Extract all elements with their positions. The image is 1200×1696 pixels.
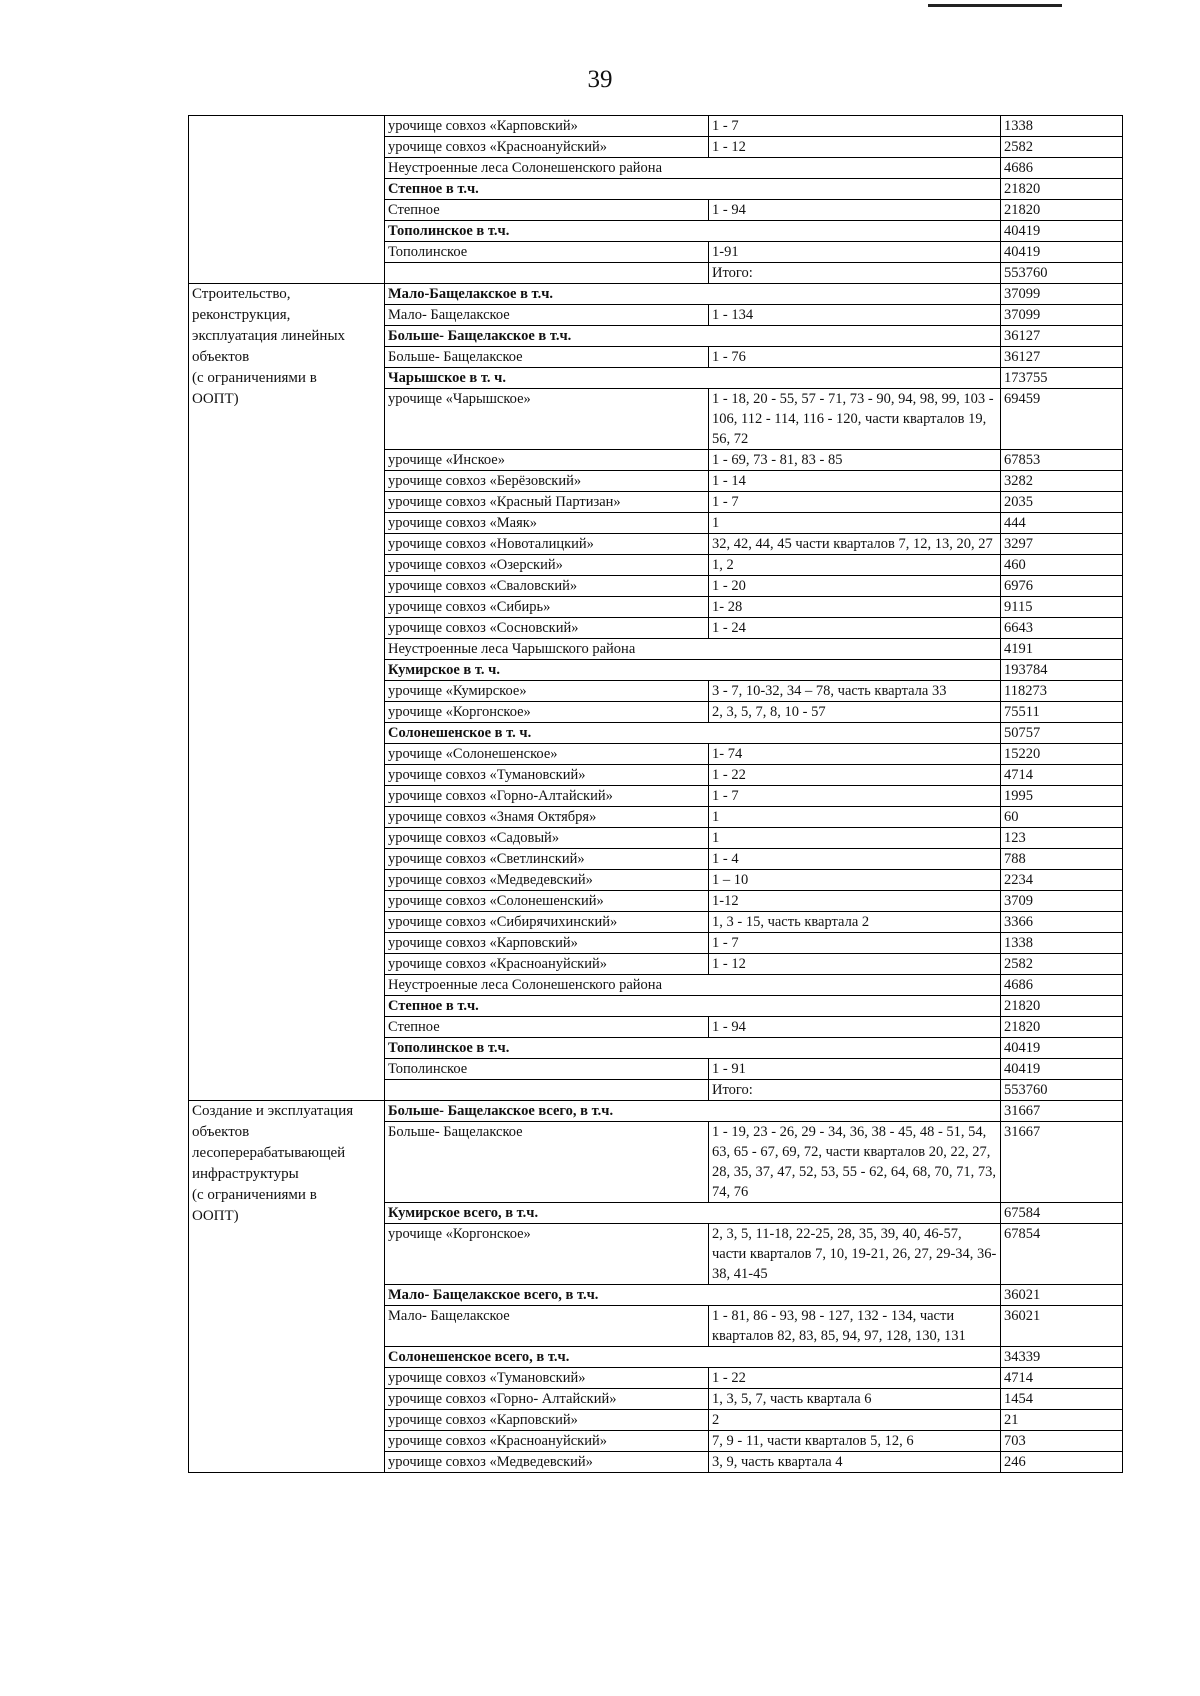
quarters-cell: 1 (709, 807, 1001, 828)
area-cell: 75511 (1001, 702, 1123, 723)
forest-name-cell: урочище «Инское» (385, 450, 709, 471)
forest-name-cell: Неустроенные леса Солонешенского района (385, 975, 1001, 996)
area-cell: 118273 (1001, 681, 1123, 702)
area-cell: 553760 (1001, 263, 1123, 284)
area-cell: 460 (1001, 555, 1123, 576)
area-cell: 37099 (1001, 305, 1123, 326)
forest-name-cell: Неустроенные леса Солонешенского района (385, 158, 1001, 179)
area-cell: 1995 (1001, 786, 1123, 807)
quarters-cell: 1 - 7 (709, 116, 1001, 137)
purpose-line: реконструкция, (192, 307, 291, 323)
forest-name-cell: урочище совхоз «Садовый» (385, 828, 709, 849)
forest-name-cell: урочище совхоз «Знамя Октября» (385, 807, 709, 828)
area-cell: 6643 (1001, 618, 1123, 639)
quarters-cell: 3, 9, часть квартала 4 (709, 1452, 1001, 1473)
area-cell: 1338 (1001, 116, 1123, 137)
quarters-cell: 1 - 12 (709, 954, 1001, 975)
area-cell: 1454 (1001, 1389, 1123, 1410)
forest-name-cell: Мало-Бащелакское в т.ч. (385, 284, 1001, 305)
purpose-line: (с ограничениями в (192, 370, 317, 386)
quarters-cell: 1 - 7 (709, 492, 1001, 513)
area-cell: 31667 (1001, 1122, 1123, 1203)
area-cell: 2234 (1001, 870, 1123, 891)
area-cell: 6976 (1001, 576, 1123, 597)
area-cell: 9115 (1001, 597, 1123, 618)
area-cell: 40419 (1001, 1038, 1123, 1059)
area-cell: 703 (1001, 1431, 1123, 1452)
quarters-cell: Итого: (709, 263, 1001, 284)
quarters-cell: 1, 3, 5, 7, часть квартала 6 (709, 1389, 1001, 1410)
forest-name-cell: Чарышское в т. ч. (385, 368, 1001, 389)
forest-name-cell: урочище совхоз «Карповский» (385, 1410, 709, 1431)
area-cell: 34339 (1001, 1347, 1123, 1368)
area-cell: 50757 (1001, 723, 1123, 744)
area-cell: 67854 (1001, 1224, 1123, 1285)
forest-name-cell: урочище совхоз «Сосновский» (385, 618, 709, 639)
forest-name-cell: Солонешенское в т. ч. (385, 723, 1001, 744)
area-cell: 553760 (1001, 1080, 1123, 1101)
area-cell: 4686 (1001, 975, 1123, 996)
area-cell: 15220 (1001, 744, 1123, 765)
table-row (189, 1101, 1123, 1122)
quarters-cell: 1 - 19, 23 - 26, 29 - 34, 36, 38 - 45, 48 - 51, 54, 63, 65 - 67, 69, 72, части кварталов 20, 22, 27, 28, 35, 37, 47, 52, 53, 55 - 62, 64, 68, 70, 71, 73, 74, 76 (709, 1122, 1001, 1203)
quarters-cell: 1 - 7 (709, 786, 1001, 807)
quarters-cell: 2, 3, 5, 7, 8, 10 - 57 (709, 702, 1001, 723)
area-cell: 67853 (1001, 450, 1123, 471)
forest-name-cell: урочище «Чарышское» (385, 389, 709, 450)
area-cell: 2035 (1001, 492, 1123, 513)
quarters-cell: 1 - 22 (709, 1368, 1001, 1389)
scan-mark (928, 0, 1062, 7)
purpose-line: ООПТ) (192, 1208, 239, 1224)
forest-name-cell: Неустроенные леса Чарышского района (385, 639, 1001, 660)
area-cell: 60 (1001, 807, 1123, 828)
forest-name-cell: урочище совхоз «Медведевский» (385, 1452, 709, 1473)
purpose-line: эксплуатация линейных (192, 328, 346, 344)
forest-name-cell: урочище совхоз «Новоталицкий» (385, 534, 709, 555)
purpose-cell (189, 1101, 385, 1473)
forest-name-cell: урочище совхоз «Светлинский» (385, 849, 709, 870)
forest-name-cell: Мало- Бащелакское всего, в т.ч. (385, 1285, 1001, 1306)
quarters-cell: 7, 9 - 11, части кварталов 5, 12, 6 (709, 1431, 1001, 1452)
quarters-cell: 1 - 14 (709, 471, 1001, 492)
area-cell: 21820 (1001, 1017, 1123, 1038)
purpose-cell (189, 284, 385, 1101)
area-cell: 21820 (1001, 200, 1123, 221)
forest-name-cell: урочище совхоз «Красноануйский» (385, 1431, 709, 1452)
quarters-cell: 1 - 18, 20 - 55, 57 - 71, 73 - 90, 94, 98, 99, 103 - 106, 112 - 114, 116 - 120, части кварталов 19, 56, 72 (709, 389, 1001, 450)
forest-name-cell: урочище совхоз «Сибирь» (385, 597, 709, 618)
quarters-cell: 1 - 94 (709, 1017, 1001, 1038)
purpose-cell (189, 116, 385, 284)
area-cell: 21820 (1001, 179, 1123, 200)
forest-name-cell: урочище «Солонешенское» (385, 744, 709, 765)
area-cell: 36127 (1001, 347, 1123, 368)
quarters-cell: 1 - 24 (709, 618, 1001, 639)
quarters-cell: 1-91 (709, 242, 1001, 263)
area-cell: 40419 (1001, 242, 1123, 263)
forest-name-cell: Степное в т.ч. (385, 179, 1001, 200)
forest-name-cell: урочище совхоз «Горно- Алтайский» (385, 1389, 709, 1410)
quarters-cell: 1 - 69, 73 - 81, 83 - 85 (709, 450, 1001, 471)
forest-name-cell: урочище совхоз «Красноануйский» (385, 954, 709, 975)
forest-name-cell: Больше- Бащелакское в т.ч. (385, 326, 1001, 347)
area-cell: 36127 (1001, 326, 1123, 347)
area-cell: 246 (1001, 1452, 1123, 1473)
purpose-line: Строительство, (192, 286, 291, 302)
forest-name-cell: урочище совхоз «Красный Партизан» (385, 492, 709, 513)
purpose-line: инфраструктуры (192, 1166, 299, 1182)
forest-name-cell: Степное в т.ч. (385, 996, 1001, 1017)
area-cell: 444 (1001, 513, 1123, 534)
forest-name-cell: урочище совхоз «Сваловский» (385, 576, 709, 597)
area-cell: 4714 (1001, 1368, 1123, 1389)
forest-name-cell: Кумирское всего, в т.ч. (385, 1203, 1001, 1224)
forest-name-cell: урочище совхоз «Карповский» (385, 933, 709, 954)
quarters-cell: 1 (709, 828, 1001, 849)
table-row (189, 284, 1123, 305)
quarters-cell: 2, 3, 5, 11-18, 22-25, 28, 35, 39, 40, 46-57, части кварталов 7, 10, 19-21, 26, 27, 29-34, 36-38, 41-45 (709, 1224, 1001, 1285)
forest-name-cell: урочище совхоз «Тумановский» (385, 1368, 709, 1389)
area-cell: 2582 (1001, 954, 1123, 975)
area-cell: 1338 (1001, 933, 1123, 954)
forest-name-cell: Тополинское (385, 1059, 709, 1080)
area-cell: 3282 (1001, 471, 1123, 492)
area-cell: 788 (1001, 849, 1123, 870)
area-cell: 4714 (1001, 765, 1123, 786)
quarters-cell: 1 - 81, 86 - 93, 98 - 127, 132 - 134, части кварталов 82, 83, 85, 94, 97, 128, 130, 131 (709, 1306, 1001, 1347)
quarters-cell: 1-12 (709, 891, 1001, 912)
area-cell: 123 (1001, 828, 1123, 849)
area-cell: 3709 (1001, 891, 1123, 912)
forest-name-cell: Больше- Бащелакское (385, 347, 709, 368)
area-cell: 69459 (1001, 389, 1123, 450)
area-cell: 40419 (1001, 221, 1123, 242)
purpose-line: Создание и эксплуатация (192, 1103, 354, 1119)
area-cell: 4191 (1001, 639, 1123, 660)
forest-name-cell: урочище совхоз «Берёзовский» (385, 471, 709, 492)
forest-name-cell: Тополинское в т.ч. (385, 1038, 1001, 1059)
quarters-cell: 1 - 20 (709, 576, 1001, 597)
forest-name-cell: урочище совхоз «Тумановский» (385, 765, 709, 786)
forest-name-cell (385, 1080, 709, 1101)
forest-name-cell: урочище «Коргонское» (385, 1224, 709, 1285)
area-cell: 193784 (1001, 660, 1123, 681)
area-cell: 173755 (1001, 368, 1123, 389)
area-cell: 40419 (1001, 1059, 1123, 1080)
purpose-line: объектов (192, 349, 250, 365)
forest-name-cell: Солонешенское всего, в т.ч. (385, 1347, 1001, 1368)
quarters-cell: 1 - 76 (709, 347, 1001, 368)
page-number: 39 (587, 66, 613, 93)
area-cell: 3297 (1001, 534, 1123, 555)
quarters-cell: 1 (709, 513, 1001, 534)
area-cell: 31667 (1001, 1101, 1123, 1122)
quarters-cell: 32, 42, 44, 45 части кварталов 7, 12, 13, 20, 27 (709, 534, 1001, 555)
forest-name-cell: урочище «Кумирское» (385, 681, 709, 702)
area-cell: 21820 (1001, 996, 1123, 1017)
forest-name-cell: Больше- Бащелакское (385, 1122, 709, 1203)
area-cell: 36021 (1001, 1285, 1123, 1306)
purpose-line: (с ограничениями в (192, 1187, 317, 1203)
purpose-line: ООПТ) (192, 391, 239, 407)
forest-name-cell: Тополинское в т.ч. (385, 221, 1001, 242)
quarters-cell: 1- 74 (709, 744, 1001, 765)
area-cell: 2582 (1001, 137, 1123, 158)
quarters-cell: 3 - 7, 10-32, 34 – 78, часть квартала 33 (709, 681, 1001, 702)
forest-name-cell: Степное (385, 200, 709, 221)
forest-name-cell: Степное (385, 1017, 709, 1038)
quarters-cell: 1, 3 - 15, часть квартала 2 (709, 912, 1001, 933)
forest-name-cell: Кумирское в т. ч. (385, 660, 1001, 681)
forest-usage-table (188, 115, 1123, 1473)
purpose-line: объектов (192, 1124, 250, 1140)
area-cell: 36021 (1001, 1306, 1123, 1347)
forest-name-cell: урочище совхоз «Маяк» (385, 513, 709, 534)
quarters-cell: 1- 28 (709, 597, 1001, 618)
forest-name-cell: урочище совхоз «Красноануйский» (385, 137, 709, 158)
forest-name-cell: Тополинское (385, 242, 709, 263)
forest-name-cell (385, 263, 709, 284)
quarters-cell: 1 - 4 (709, 849, 1001, 870)
area-cell: 3366 (1001, 912, 1123, 933)
forest-name-cell: урочище совхоз «Медведевский» (385, 870, 709, 891)
purpose-line: лесоперерабатывающей (192, 1145, 346, 1161)
quarters-cell: 1 - 22 (709, 765, 1001, 786)
area-cell: 67584 (1001, 1203, 1123, 1224)
forest-name-cell: урочище совхоз «Сибирячихинский» (385, 912, 709, 933)
quarters-cell: 1, 2 (709, 555, 1001, 576)
forest-name-cell: урочище «Коргонское» (385, 702, 709, 723)
forest-name-cell: урочище совхоз «Солонешенский» (385, 891, 709, 912)
quarters-cell: 1 - 94 (709, 200, 1001, 221)
quarters-cell: 1 - 12 (709, 137, 1001, 158)
forest-name-cell: урочище совхоз «Озерский» (385, 555, 709, 576)
table-row (189, 116, 1123, 137)
quarters-cell: 1 – 10 (709, 870, 1001, 891)
quarters-cell: Итого: (709, 1080, 1001, 1101)
quarters-cell: 1 - 7 (709, 933, 1001, 954)
forest-name-cell: Мало- Бащелакское (385, 1306, 709, 1347)
area-cell: 4686 (1001, 158, 1123, 179)
area-cell: 37099 (1001, 284, 1123, 305)
forest-name-cell: Больше- Бащелакское всего, в т.ч. (385, 1101, 1001, 1122)
quarters-cell: 1 - 91 (709, 1059, 1001, 1080)
area-cell: 21 (1001, 1410, 1123, 1431)
forest-name-cell: урочище совхоз «Карповский» (385, 116, 709, 137)
quarters-cell: 2 (709, 1410, 1001, 1431)
forest-name-cell: Мало- Бащелакское (385, 305, 709, 326)
quarters-cell: 1 - 134 (709, 305, 1001, 326)
forest-name-cell: урочище совхоз «Горно-Алтайский» (385, 786, 709, 807)
